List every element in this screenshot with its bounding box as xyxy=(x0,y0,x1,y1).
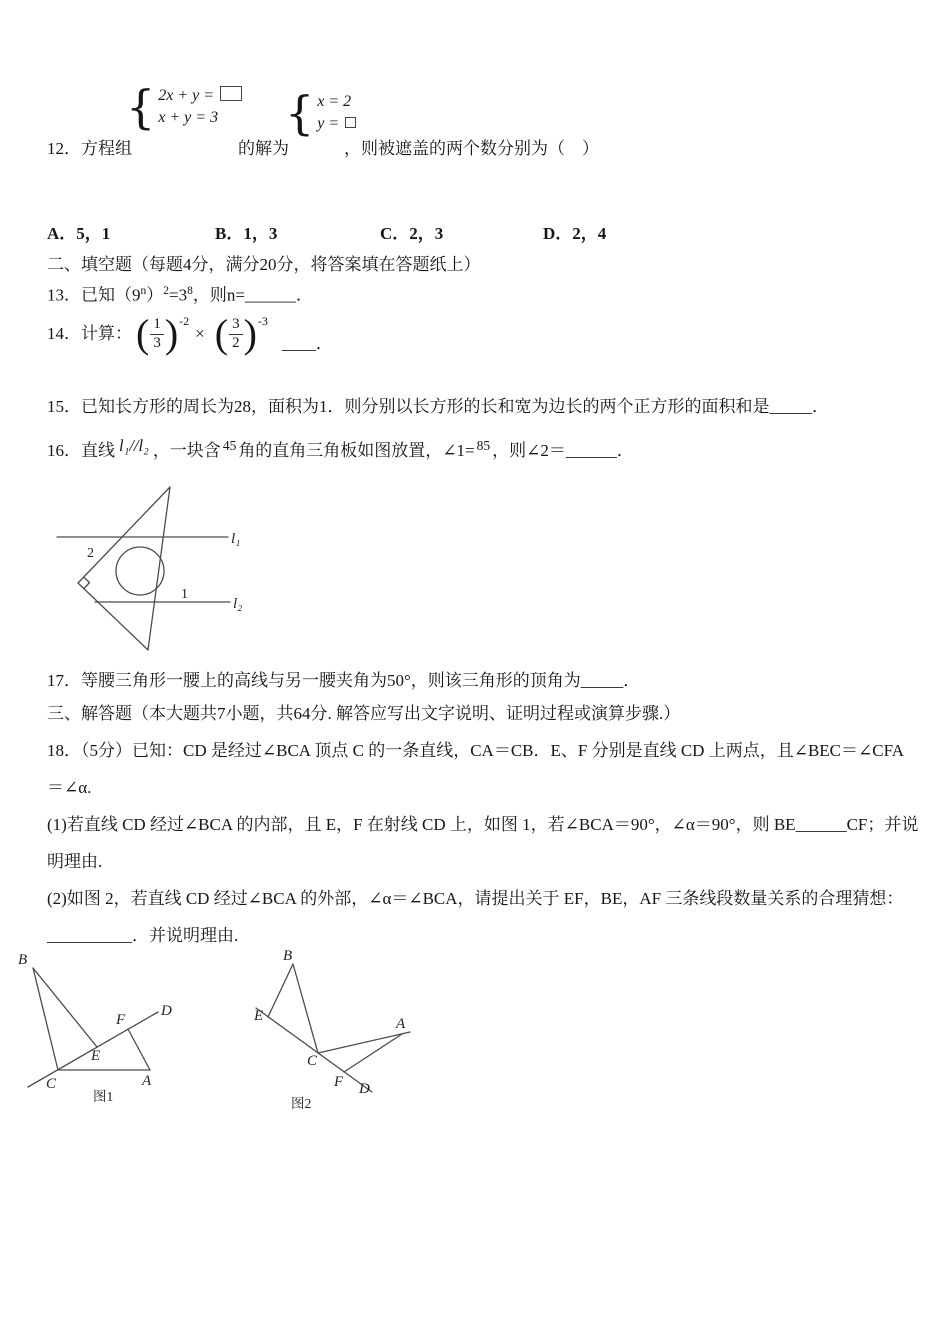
inscribed-circle xyxy=(116,547,164,595)
q16-text: 角的直角三角板如图放置， xyxy=(238,441,443,460)
label-B: B xyxy=(18,952,28,968)
q13 xyxy=(47,284,313,308)
q13-text: =3 xyxy=(169,285,188,305)
q18-part1: (1)若直线 CD 经过∠BCA 的内部，且 E，F 在射线 CD 上，如图 1，若∠BCA＝90°，∠α＝90°，则 BE______CF；并说明理由. xyxy=(47,815,919,871)
label-E: E xyxy=(91,1048,101,1064)
equation-line xyxy=(317,113,356,135)
q17-number: 17． xyxy=(47,671,81,690)
q15-number: 15． xyxy=(47,397,81,416)
exponent-2: 2 xyxy=(163,285,169,297)
section2-title: 二、填空题（每题4分，满分20分，将答案填在答题纸上） xyxy=(47,255,481,274)
q14-label: 计算： xyxy=(81,323,132,343)
fraction-three-halves xyxy=(215,312,268,356)
q17 xyxy=(47,670,927,693)
q12-equation-system-2 xyxy=(285,86,356,140)
label-C: C xyxy=(46,1076,57,1092)
q12-tail-text: ，则被遮盖的两个数分别为（ ） xyxy=(344,139,599,158)
equation-text: 2x + y = xyxy=(158,87,215,104)
angle-85: 85 xyxy=(476,438,491,453)
label-E: E xyxy=(254,1008,264,1024)
angle-2-expression: ∠2 xyxy=(526,441,549,460)
line-ECD xyxy=(256,1008,372,1092)
label-D: D xyxy=(359,1081,370,1097)
q14-number: 14． xyxy=(47,323,81,343)
exponent: -2 xyxy=(179,313,190,328)
q18-intro: 18．（5分）已知：CD 是经过∠BCA 顶点 C 的一条直线，CA＝CB．E、F 分别是直线 CD 上两点，且∠BEC＝∠CFA＝∠α. xyxy=(47,741,905,797)
q14 xyxy=(47,308,333,360)
covered-number-box xyxy=(220,86,242,101)
q16-text: 直线 xyxy=(81,441,115,460)
figure-2 xyxy=(238,944,443,1119)
option-b: B．1，3 xyxy=(215,224,278,243)
fraction xyxy=(150,316,164,352)
q13-text: 已知（9 xyxy=(81,285,141,305)
numerator: 1 xyxy=(153,316,161,333)
q18-part2: (2)如图 2，若直线 CD 经过∠BCA 的外部，∠α＝∠BCA，请提出关于 EF，BE，AF 三条线段数量关系的合理猜想：__________．并说明理由. xyxy=(47,889,904,945)
q16-text: ，一块含 xyxy=(152,441,221,460)
q15 xyxy=(47,396,927,419)
label-D: D xyxy=(161,1003,172,1019)
angle-45: 45 xyxy=(222,438,237,453)
right-angle-mark xyxy=(84,577,90,589)
q13-text: ） xyxy=(146,285,164,305)
q16-figure xyxy=(35,478,250,663)
open-paren: ( xyxy=(136,311,150,356)
option-c: C．2，3 xyxy=(380,224,444,243)
exponent-8: 8 xyxy=(187,285,193,297)
section3-title: 三、解答题（本大题共7小题，共64分. 解答应写出文字说明、证明过程或演算步骤.） xyxy=(47,704,681,723)
segment-AF xyxy=(128,1029,150,1070)
segment-CA xyxy=(318,1032,410,1053)
parallel-lines-label: l₁//l₂ xyxy=(119,436,149,455)
label-l2: l₂ xyxy=(233,596,243,612)
label-l1: l₁ xyxy=(231,531,241,547)
close-paren: ) xyxy=(164,311,179,356)
exponent: -3 xyxy=(257,313,268,328)
q16-number: 16． xyxy=(47,441,81,460)
left-brace: { xyxy=(126,80,156,134)
q12-prefix xyxy=(47,138,132,161)
equation-text: y = xyxy=(317,115,340,132)
label-C: C xyxy=(307,1053,318,1069)
equation-line xyxy=(158,85,242,107)
segment-AF xyxy=(344,1034,402,1072)
close-paren: ) xyxy=(243,311,257,356)
q15-text: 已知长方形的周长为28，面积为1．则分别以长方形的长和宽为边长的两个正方形的面积和是_____． xyxy=(81,397,829,416)
label-A: A xyxy=(142,1073,152,1089)
segment-BC xyxy=(293,964,318,1053)
q16-text: ，则 xyxy=(492,441,527,460)
angle-1-expression: ∠1= xyxy=(442,441,475,460)
q12-mid-text: 的解为 xyxy=(238,139,289,158)
covered-number-box-small xyxy=(345,117,356,128)
equation-line: x + y = 3 xyxy=(158,109,219,126)
equation-line: x = 2 xyxy=(317,93,352,110)
label-F: F xyxy=(116,1012,126,1028)
fraction xyxy=(229,316,243,352)
open-paren: ( xyxy=(214,311,229,356)
option-d: D．2，4 xyxy=(543,224,607,243)
triangle-outline xyxy=(78,487,170,650)
numerator: 3 xyxy=(232,316,240,333)
label-F: F xyxy=(334,1074,344,1090)
option-a: A．5，1 xyxy=(47,224,111,243)
answer-blank: ＝______． xyxy=(548,441,634,460)
figure-1 xyxy=(15,946,193,1106)
q13-number: 13． xyxy=(47,285,81,305)
fraction-one-third xyxy=(136,312,189,356)
left-brace: { xyxy=(285,86,315,140)
exponent-n: n xyxy=(140,285,147,297)
answer-blank: ____． xyxy=(281,334,333,354)
figure-2-caption: 图2 xyxy=(291,1096,312,1111)
q17-text: 等腰三角形一腰上的高线与另一腰夹角为50°，则该三角形的顶角为_____． xyxy=(81,671,641,690)
label-B: B xyxy=(283,948,293,964)
label-angle-1: 1 xyxy=(181,587,188,602)
label-angle-2: 2 xyxy=(87,546,94,561)
q13-text: ，则n=______． xyxy=(192,285,313,305)
denominator: 2 xyxy=(229,334,243,352)
times-sign: × xyxy=(195,323,205,343)
system-lines xyxy=(158,85,242,129)
figure-1-caption: 图1 xyxy=(93,1089,114,1104)
system-lines xyxy=(317,91,356,135)
q12-label: 方程组 xyxy=(81,139,132,158)
q16 xyxy=(47,436,927,463)
q12-number: 12． xyxy=(47,139,81,158)
q12-equation-system-1 xyxy=(126,80,242,134)
denominator: 3 xyxy=(150,334,164,352)
segment-BE xyxy=(268,964,293,1017)
label-A: A xyxy=(396,1016,406,1032)
